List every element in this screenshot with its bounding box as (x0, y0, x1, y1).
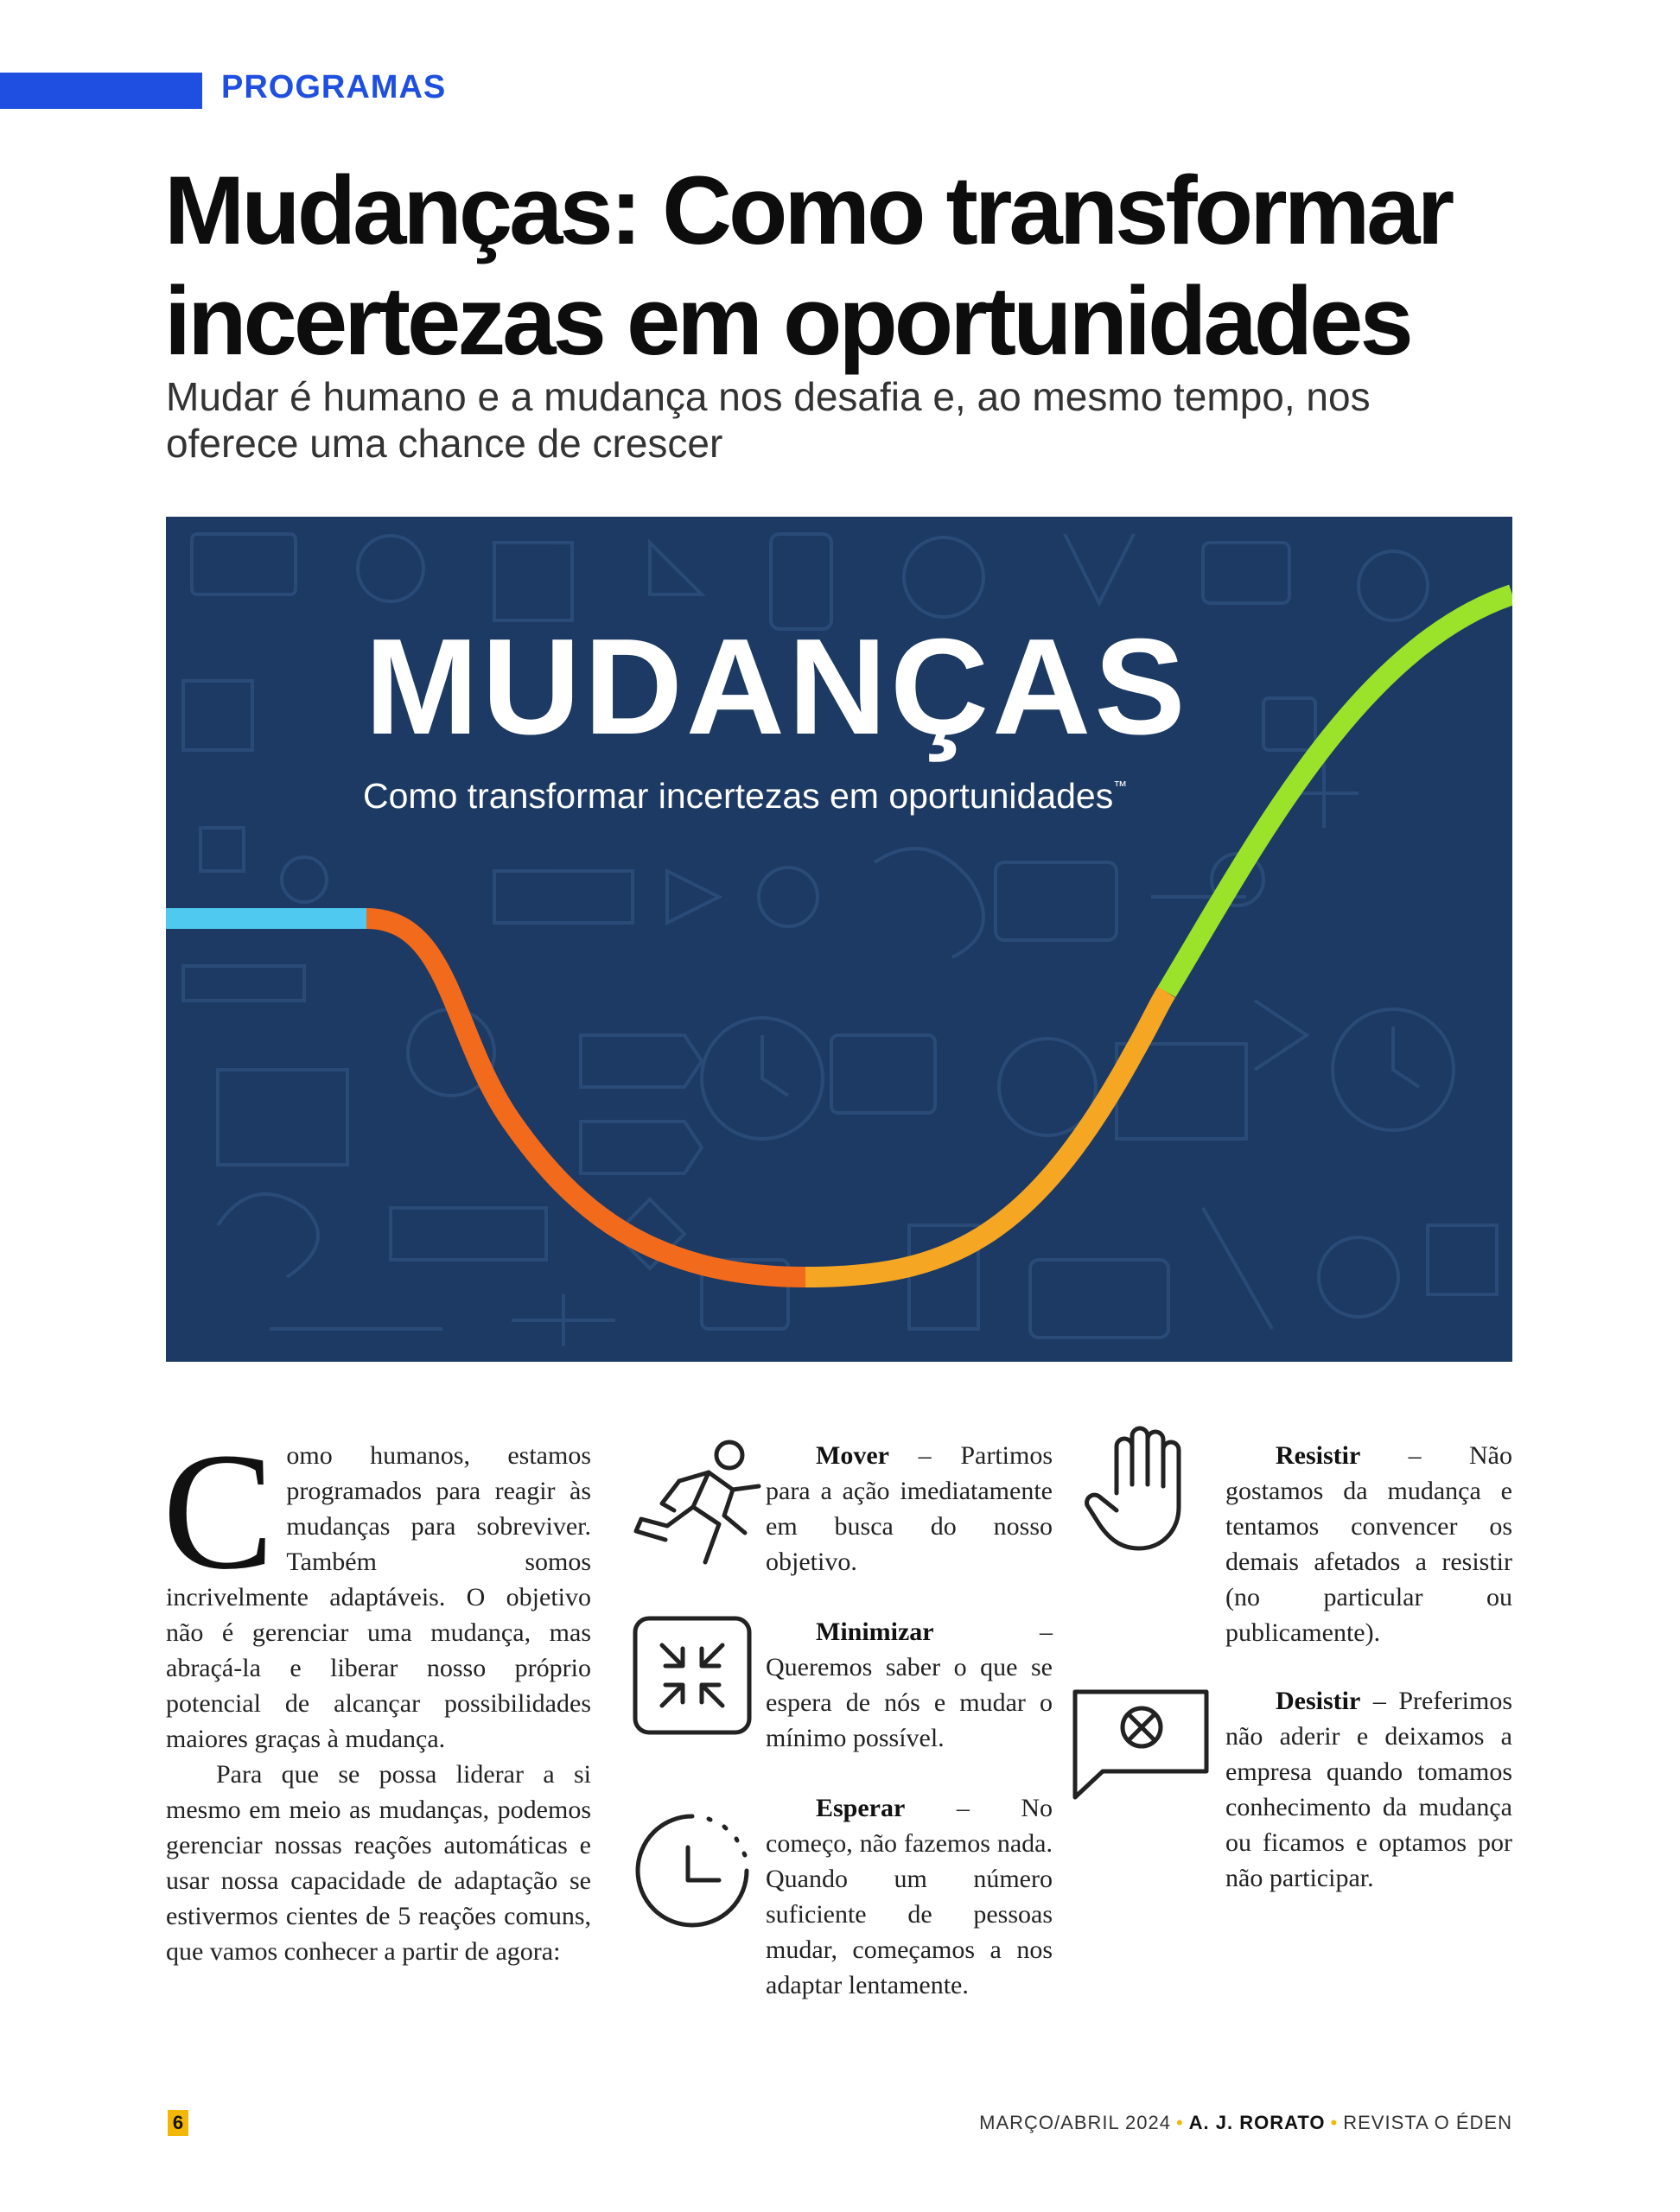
column-intro (162, 1418, 591, 1969)
hero-title: MUDANÇAS (365, 611, 1189, 763)
reaction-name: Esperar (816, 1794, 906, 1822)
reaction-desistir (1225, 1683, 1512, 1896)
reaction-text: – Preferimos não aderir e deixamos a empresa quando tomamos conhecimento da mudança ou ficamos e optamos por não participar. (1225, 1687, 1512, 1892)
trademark-mark: ™ (1113, 779, 1128, 794)
reaction-name: Resistir (1276, 1441, 1361, 1470)
article-subtitle-line-1: Mudar é humano e a mudança nos desafia e, ao mesmo tempo, nos (166, 374, 1371, 419)
footer-publication: REVISTA O ÉDEN (1343, 2112, 1512, 2133)
reaction-mover (766, 1438, 1053, 1580)
running-person-icon (624, 1434, 771, 1573)
curve-dip (366, 918, 805, 1277)
reaction-esperar (766, 1790, 1053, 2003)
article-subtitle-line-2: oferece uma chance de crescer (166, 421, 723, 466)
hero-image (166, 517, 1512, 1362)
reaction-text: – Não gostamos da mudança e tentamos convencer os demais afetados a resistir (no particular ou publicamente). (1225, 1441, 1512, 1647)
minimize-arrows-icon (631, 1614, 754, 1737)
reaction-text: – Queremos saber o que se espera de nós e mudar o mínimo possível. (766, 1618, 1053, 1752)
intro-paragraph-1: omo humanos, estamos programados para reagir às mudanças para sobreviver. Também somos incrivelmente adaptáveis. O objetivo não é gerenciar uma mudança, mas abraçá-la e liberar nosso próprio potencial de alcançar possibilidades maiores graças à mudança. (166, 1441, 591, 1753)
footer-date: MARÇO/ABRIL 2024 (979, 2112, 1171, 2133)
section-label: PROGRAMAS (221, 69, 447, 105)
page-number: 6 (168, 2110, 188, 2136)
reaction-text: – Partimos para a ação imediatamente em busca do nosso objetivo. (766, 1441, 1053, 1576)
footer-author: A. J. RORATO (1188, 2112, 1326, 2133)
article-title (164, 156, 1530, 377)
clock-icon (631, 1809, 754, 1932)
intro-paragraph-2: Para que se possa liderar a si mesmo em meio as mudanças, podemos gerenciar nossas reações automáticas e usar nossa capacidade de adaptação se estivermos cientes de 5 reações comuns, que vamos conhecer a partir de agora: (166, 1760, 591, 1966)
article-title-line-1: Mudanças: Como transformar (164, 156, 1452, 264)
article-title-line-2: incertezas em oportunidades (164, 267, 1410, 375)
separator-dot: • (1175, 2112, 1184, 2133)
footer-info (979, 2112, 1512, 2134)
hero-subtitle (363, 776, 1127, 817)
drop-cap: C (162, 1418, 275, 1604)
reaction-resistir (1225, 1438, 1512, 1650)
article-subtitle (166, 373, 1514, 467)
hero-subtitle-text: Como transformar incertezas em oportunidades (363, 776, 1114, 816)
reaction-minimizar (766, 1614, 1053, 1756)
section-bar (0, 73, 202, 109)
separator-dot: • (1330, 2112, 1339, 2133)
stop-hand-icon (1082, 1424, 1194, 1554)
reaction-name: Desistir (1276, 1687, 1361, 1715)
chat-x-icon (1068, 1685, 1215, 1806)
reaction-text: – No começo, não fazemos nada. Quando um número suficiente de pessoas mudar, começamos a nos adaptar lentamente. (766, 1794, 1053, 1999)
reaction-name: Minimizar (816, 1618, 934, 1646)
reaction-name: Mover (816, 1441, 889, 1470)
